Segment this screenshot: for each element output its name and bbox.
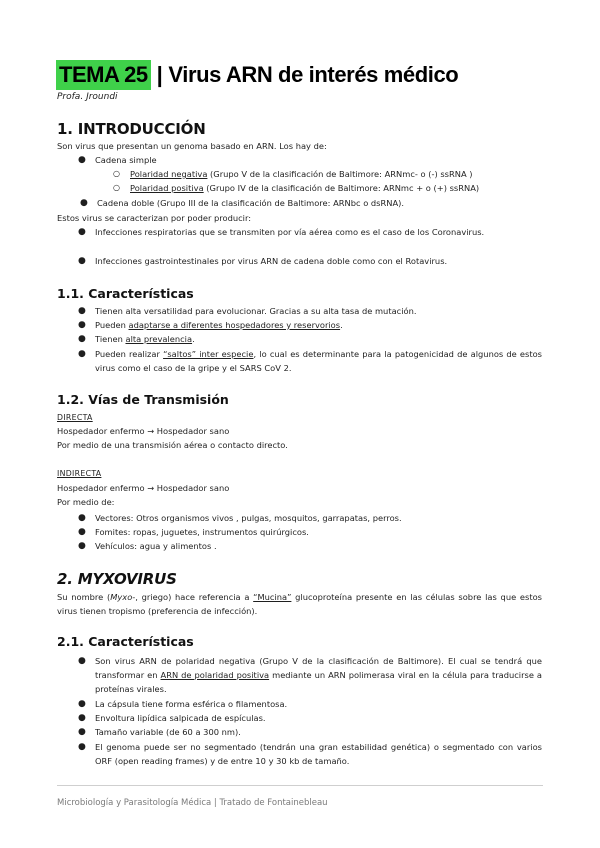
subheading-directa — [57, 410, 542, 425]
list-item — [78, 697, 288, 711]
paragraph-text: glucoproteína presente en las células sobre las que estos virus tienen tropismo (preferencia de infección). — [57, 592, 542, 616]
underlined-text: Polaridad positiva — [130, 183, 204, 193]
list-item — [78, 711, 266, 725]
bullet-icon: ● — [78, 656, 86, 666]
list-item — [78, 153, 157, 167]
list-item — [78, 225, 542, 239]
bullet-icon: ● — [78, 699, 86, 709]
paragraph-text: Su nombre ( — [57, 592, 111, 602]
list-item-text: . — [340, 320, 343, 330]
list-item — [78, 318, 343, 332]
list-item — [78, 654, 542, 696]
paragraph-text: , griego) hace referencia a — [135, 592, 254, 602]
bullet-icon: ● — [78, 306, 86, 316]
section-heading-myxovirus: 2. MYXOVIRUS — [57, 570, 177, 588]
list-item-text: Tienen alta versatilidad para evolucionar. Gracias a su alta tasa de mutación. — [95, 306, 417, 316]
list-item-text: Tienen — [95, 334, 126, 344]
circle-bullet-icon: ○ — [113, 169, 120, 178]
bullet-icon: ● — [78, 349, 86, 359]
bullet-icon: ● — [78, 155, 86, 165]
underlined-text: alta prevalencia — [125, 334, 193, 344]
section-heading-caracteristicas: 1.1. Características — [57, 286, 194, 301]
list-item-text: Envoltura lipídica salpicada de espículas. — [95, 713, 266, 723]
paragraph — [57, 590, 542, 618]
list-item — [78, 347, 543, 375]
page-footer: Microbiología y Parasitología Médica | Tratado de Fontainebleau — [57, 798, 328, 808]
prof-name: Jroundi — [86, 92, 118, 102]
title-separator: | — [156, 62, 163, 87]
italic-text: Myxo- — [110, 592, 136, 602]
prof-prefix: Profa. — [57, 92, 84, 102]
list-item-text: Infecciones gastrointestinales por virus ARN de cadena doble como con el Rotavirus. — [95, 256, 448, 266]
list-item — [80, 196, 405, 210]
underlined-text: INDIRECTA — [57, 469, 102, 478]
list-item-text: Tamaño variable (de 60 a 300 nm). — [95, 727, 241, 737]
paragraph: Hospedador enfermo → Hospedador sano — [57, 426, 230, 436]
list-item-text: Infecciones respiratorias que se transmiten por vía aérea como es el caso de los Coronavirus. — [95, 227, 485, 237]
list-item — [78, 332, 195, 346]
list-item-text: Son virus ARN de polaridad negativa (Grupo V de la clasificación de Baltimore). El cual se tendrá que transformar en — [95, 656, 542, 680]
list-item-text: . — [192, 334, 195, 344]
title-text: Virus ARN de interés médico — [168, 62, 459, 87]
bullet-icon: ● — [78, 713, 86, 723]
underlined-text: adaptarse a diferentes hospedadores y reservorios — [128, 320, 341, 330]
list-item-text: (Grupo V de la clasificación de Baltimore: ARNmc- o (-) ssRNA ) — [207, 169, 473, 179]
list-item — [78, 254, 542, 268]
list-item — [78, 740, 542, 768]
underlined-text: ARN de polaridad positiva — [160, 670, 270, 680]
list-item — [78, 304, 417, 318]
list-item-text: Cadena doble (Grupo III de la clasificación de Baltimore: ARNbc o dsRNA). — [97, 198, 405, 208]
bullet-icon: ● — [78, 320, 86, 330]
subheading-indirecta — [57, 466, 542, 481]
list-item-text: mediante un ARN polimerasa viral en la célula para traducirse a proteínas virales. — [95, 670, 542, 694]
list-item — [78, 511, 402, 525]
list-item-text: Fomites: ropas, juguetes, instrumentos quirúrgicos. — [95, 527, 309, 537]
list-item-text: Pueden — [95, 320, 129, 330]
bullet-icon: ● — [78, 256, 86, 266]
list-item — [78, 525, 309, 539]
section-heading-vias-transmision: 1.2. Vías de Transmisión — [57, 392, 229, 407]
list-item-text: Cadena simple — [95, 155, 157, 165]
list-item-text: , lo cual es determinante para la patogenicidad de algunos de estos virus como el caso de la gripe y el SARS CoV 2. — [95, 349, 543, 373]
paragraph: Por medio de: — [57, 497, 115, 507]
section-heading-introduccion: 1. INTRODUCCIÓN — [57, 120, 206, 138]
underlined-text: DIRECTA — [57, 413, 93, 422]
circle-bullet-icon: ○ — [113, 183, 120, 192]
list-item-text: Vectores: Otros organismos vivos , pulgas, mosquitos, garrapatas, perros. — [95, 513, 402, 523]
bullet-icon: ● — [78, 541, 86, 551]
list-item-text: Vehículos: agua y alimentos . — [95, 541, 217, 551]
bullet-icon: ● — [78, 227, 86, 237]
intro-paragraph: Son virus que presentan un genoma basado en ARN. Los hay de: — [57, 141, 327, 151]
paragraph: Hospedador enfermo → Hospedador sano — [57, 483, 230, 493]
paragraph: Estos virus se caracterizan por poder producir: — [57, 213, 252, 223]
bullet-icon: ● — [78, 527, 86, 537]
list-item-text: (Grupo IV de la clasificación de Baltimore: ARNmc + o (+) ssRNA) — [203, 183, 480, 193]
underlined-text: “saltos” inter especie — [163, 349, 254, 359]
footer-divider — [57, 785, 543, 786]
list-item-text: Pueden realizar — [95, 349, 164, 359]
bullet-icon: ● — [80, 198, 88, 208]
list-item — [78, 725, 241, 739]
list-item-text: La cápsula tiene forma esférica o filamentosa. — [95, 699, 288, 709]
list-item-text: El genoma puede ser no segmentado (tendrán una gran estabilidad genética) o segmentado con varios ORF (open reading frames) y de entre 10 y 30 kb de tamaño. — [95, 742, 542, 766]
underlined-text: Polaridad negativa — [130, 169, 208, 179]
bullet-icon: ● — [78, 742, 86, 752]
bullet-icon: ● — [78, 334, 86, 344]
topic-tag: TEMA 25 — [56, 60, 151, 90]
list-item — [113, 181, 480, 195]
page-title — [56, 60, 458, 90]
list-item — [78, 539, 217, 553]
professor-line — [57, 92, 118, 102]
bullet-icon: ● — [78, 513, 86, 523]
paragraph: Por medio de una transmisión aérea o contacto directo. — [57, 440, 288, 450]
section-heading-caracteristicas-2: 2.1. Características — [57, 634, 194, 649]
underlined-text: “Mucina” — [253, 592, 292, 602]
list-item — [113, 167, 473, 181]
bullet-icon: ● — [78, 727, 86, 737]
